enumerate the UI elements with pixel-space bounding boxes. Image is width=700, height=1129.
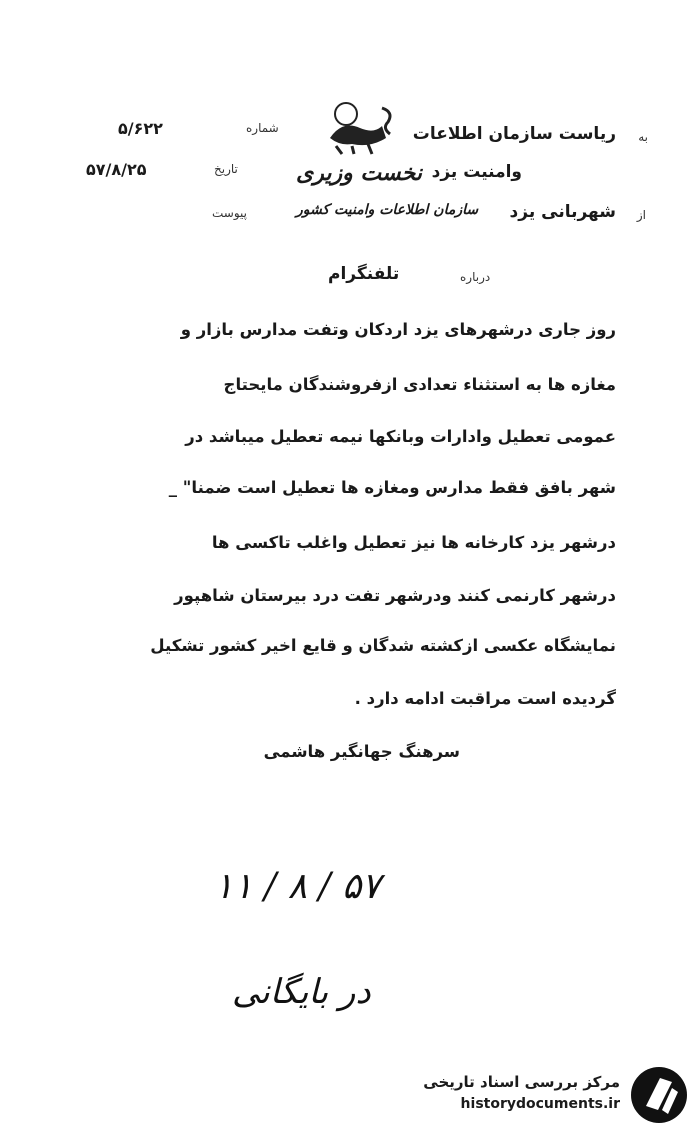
body-line: عمومی تعطیل وادارات وبانکها نیمه تعطیل میباشد در	[185, 427, 616, 446]
history-documents-logo-icon	[628, 1064, 690, 1126]
handwritten-date-note: ۱۱ / ۸ / ۵۷	[214, 866, 381, 907]
number-label: شماره	[246, 121, 279, 135]
body-line: نمایشگاه عکسی ازکشته شدگان و قایع اخیر کشور تشکیل	[150, 636, 616, 655]
body-line: روز جاری درشهرهای یزد اردکان وتفت مدارس بازار و	[180, 320, 616, 339]
stamp-line-1: نخست وزیری	[296, 160, 422, 186]
from-value: شهربانی یزد	[509, 202, 616, 222]
recipient-line-2: وامنیت یزد	[431, 162, 522, 182]
body-line: درشهر کارنمی کنند ودرشهر تفت درد بیرستان شاهپور	[174, 586, 616, 605]
lion-and-sun-emblem-icon	[322, 98, 402, 156]
stamp-line-2: سازمان اطلاعات وامنیت کشور	[296, 202, 479, 218]
number-value: ۵/۶۲۲	[118, 119, 163, 138]
handwritten-archive-note: در بایگانی	[232, 972, 371, 1012]
body-line: مغازه ها به استثناء تعدادی ازفروشندگان مایحتاج	[223, 375, 616, 394]
signature-name: سرهنگ جهانگیر هاشمی	[263, 742, 460, 761]
subject-label: درباره	[460, 270, 491, 284]
footer-title: مرکز بررسی اسناد تاریخی	[423, 1073, 620, 1091]
body-line: گردیده است مراقبت ادامه دارد .	[354, 689, 616, 708]
date-value: ۵۷/۸/۲۵	[86, 160, 147, 179]
recipient-line-1: ریاست سازمان اطلاعات	[412, 124, 616, 144]
from-label: از	[636, 208, 646, 222]
attachment-label: پیوست	[212, 206, 247, 220]
body-line: درشهر یزد کارخانه ها نیز تعطیل واغلب تاکسی ها	[211, 533, 616, 552]
to-label: به	[638, 130, 648, 144]
footer-url: historydocuments.ir	[460, 1096, 620, 1112]
date-label: تاریخ	[214, 162, 238, 176]
subject-value: تلفنگرام	[328, 264, 400, 284]
body-line: شهر بافق فقط مدارس ومغازه ها تعطیل است ضمنا" _	[168, 478, 616, 497]
